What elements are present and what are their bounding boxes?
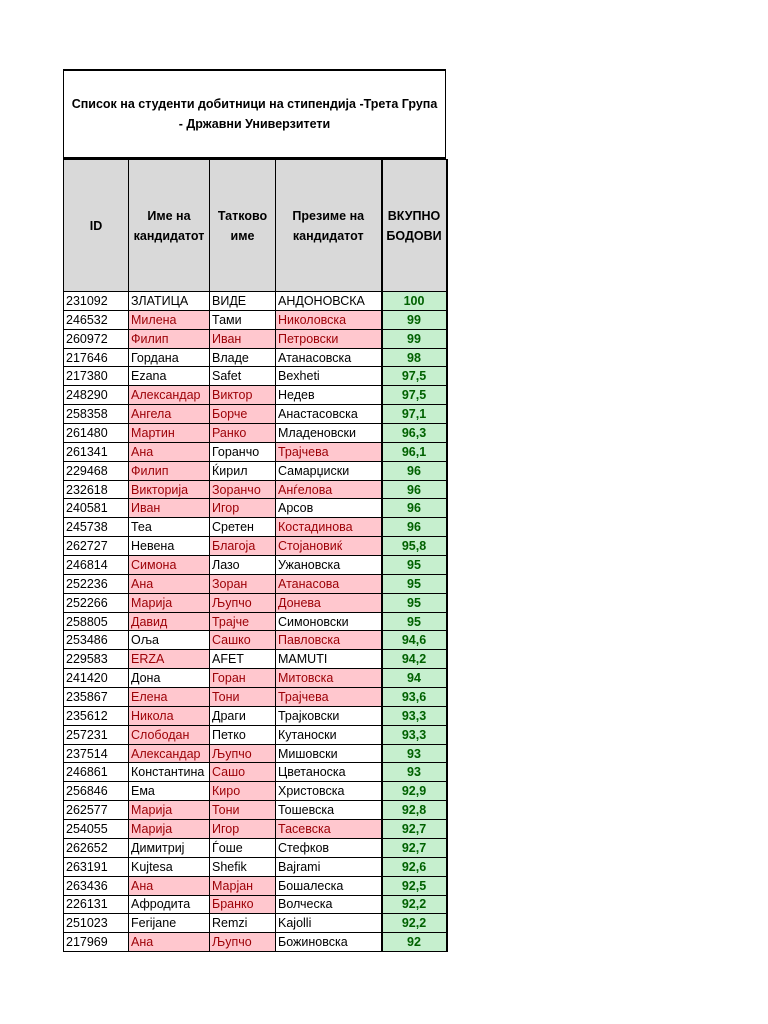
cell-id: 235612 <box>64 706 129 725</box>
cell-total-points: 99 <box>382 310 447 329</box>
cell-surname: Атанасова <box>276 574 382 593</box>
cell-total-points: 100 <box>382 292 447 311</box>
cell-id: 262652 <box>64 838 129 857</box>
cell-total-points: 96,1 <box>382 442 447 461</box>
cell-surname: АНДОНОВСКА <box>276 292 382 311</box>
cell-total-points: 92,7 <box>382 820 447 839</box>
cell-id: 254055 <box>64 820 129 839</box>
cell-father-name: Ранко <box>210 424 276 443</box>
cell-surname: Волческа <box>276 895 382 914</box>
cell-total-points: 93,6 <box>382 688 447 707</box>
table-row <box>64 933 447 952</box>
cell-total-points: 96 <box>382 461 447 480</box>
cell-total-points: 92,9 <box>382 782 447 801</box>
cell-name: Kujtesa <box>129 857 210 876</box>
cell-name: Ferijane <box>129 914 210 933</box>
cell-id: 256846 <box>64 782 129 801</box>
cell-father-name: Зоран <box>210 574 276 593</box>
cell-id: 246861 <box>64 763 129 782</box>
cell-name: Димитриј <box>129 838 210 857</box>
cell-father-name: Горан <box>210 669 276 688</box>
cell-id: 252266 <box>64 593 129 612</box>
cell-father-name: Љупчо <box>210 593 276 612</box>
table-row <box>64 518 447 537</box>
cell-father-name: Борче <box>210 405 276 424</box>
cell-surname: Атанасовска <box>276 348 382 367</box>
cell-name: Афродита <box>129 895 210 914</box>
cell-surname: Bajrami <box>276 857 382 876</box>
table-row <box>64 895 447 914</box>
cell-id: 226131 <box>64 895 129 914</box>
cell-id: 261480 <box>64 424 129 443</box>
header-name: Име на кандидатот <box>129 160 210 292</box>
cell-father-name: Игор <box>210 499 276 518</box>
cell-surname: Самарџиски <box>276 461 382 480</box>
cell-total-points: 97,5 <box>382 367 447 386</box>
cell-name: Давид <box>129 612 210 631</box>
cell-total-points: 96 <box>382 480 447 499</box>
cell-total-points: 95 <box>382 574 447 593</box>
cell-surname: Николовска <box>276 310 382 329</box>
cell-surname: Тасевска <box>276 820 382 839</box>
cell-father-name: Remzi <box>210 914 276 933</box>
cell-total-points: 97,1 <box>382 405 447 424</box>
cell-father-name: Тони <box>210 688 276 707</box>
cell-total-points: 93,3 <box>382 706 447 725</box>
cell-id: 232618 <box>64 480 129 499</box>
cell-name: Елена <box>129 688 210 707</box>
cell-name: Ангела <box>129 405 210 424</box>
cell-id: 253486 <box>64 631 129 650</box>
cell-id: 262577 <box>64 801 129 820</box>
table-row <box>64 820 447 839</box>
cell-father-name: Игор <box>210 820 276 839</box>
cell-id: 262727 <box>64 537 129 556</box>
cell-name: Ана <box>129 442 210 461</box>
cell-name: Гордана <box>129 348 210 367</box>
cell-total-points: 92,7 <box>382 838 447 857</box>
cell-id: 241420 <box>64 669 129 688</box>
cell-name: ERZA <box>129 650 210 669</box>
table-row <box>64 424 447 443</box>
cell-surname: Цветаноска <box>276 763 382 782</box>
table-row <box>64 725 447 744</box>
table-row <box>64 480 447 499</box>
cell-surname: Бошалеска <box>276 876 382 895</box>
cell-father-name: Виктор <box>210 386 276 405</box>
cell-father-name: Сашо <box>210 763 276 782</box>
cell-father-name: Љупчо <box>210 744 276 763</box>
cell-id: 229468 <box>64 461 129 480</box>
cell-surname: Костадинова <box>276 518 382 537</box>
cell-name: Невена <box>129 537 210 556</box>
table-row <box>64 706 447 725</box>
header-total-points: ВКУПНО БОДОВИ <box>382 160 447 292</box>
cell-father-name: Трајче <box>210 612 276 631</box>
cell-name: Филип <box>129 329 210 348</box>
table-row <box>64 537 447 556</box>
cell-name: ЗЛАТИЦА <box>129 292 210 311</box>
table-row <box>64 763 447 782</box>
cell-total-points: 97,5 <box>382 386 447 405</box>
cell-father-name: AFET <box>210 650 276 669</box>
cell-father-name: Киро <box>210 782 276 801</box>
cell-id: 258358 <box>64 405 129 424</box>
cell-name: Милена <box>129 310 210 329</box>
cell-id: 260972 <box>64 329 129 348</box>
table-row <box>64 405 447 424</box>
cell-total-points: 95 <box>382 612 447 631</box>
table-row <box>64 631 447 650</box>
table-row <box>64 782 447 801</box>
cell-father-name: Ѓоше <box>210 838 276 857</box>
students-table <box>63 159 448 952</box>
cell-surname: Ужановска <box>276 556 382 575</box>
table-row <box>64 367 447 386</box>
table-row <box>64 688 447 707</box>
cell-father-name: Лазо <box>210 556 276 575</box>
cell-name: Теа <box>129 518 210 537</box>
cell-name: Ема <box>129 782 210 801</box>
cell-surname: Bexheti <box>276 367 382 386</box>
cell-surname: Недев <box>276 386 382 405</box>
cell-surname: Христовска <box>276 782 382 801</box>
table-row <box>64 292 447 311</box>
cell-name: Константина <box>129 763 210 782</box>
cell-id: 231092 <box>64 292 129 311</box>
cell-surname: Трајковски <box>276 706 382 725</box>
cell-surname: Трајчева <box>276 442 382 461</box>
cell-surname: Трајчева <box>276 688 382 707</box>
cell-total-points: 92,2 <box>382 914 447 933</box>
scholarship-sheet <box>63 69 446 952</box>
table-row <box>64 499 447 518</box>
cell-father-name: Тони <box>210 801 276 820</box>
cell-total-points: 93,3 <box>382 725 447 744</box>
cell-surname: Стефков <box>276 838 382 857</box>
cell-total-points: 92 <box>382 933 447 952</box>
table-row <box>64 310 447 329</box>
table-row <box>64 442 447 461</box>
table-row <box>64 593 447 612</box>
cell-surname: Мишовски <box>276 744 382 763</box>
table-row <box>64 556 447 575</box>
cell-total-points: 99 <box>382 329 447 348</box>
cell-father-name: Бранко <box>210 895 276 914</box>
header-id: ID <box>64 160 129 292</box>
cell-name: Александар <box>129 744 210 763</box>
cell-father-name: Горанчо <box>210 442 276 461</box>
cell-name: Викторија <box>129 480 210 499</box>
cell-id: 237514 <box>64 744 129 763</box>
cell-total-points: 92,2 <box>382 895 447 914</box>
table-row <box>64 650 447 669</box>
cell-name: Ана <box>129 574 210 593</box>
cell-father-name: Владе <box>210 348 276 367</box>
header-row <box>64 160 447 292</box>
cell-father-name: Shefik <box>210 857 276 876</box>
cell-father-name: Зоранчо <box>210 480 276 499</box>
table-row <box>64 669 447 688</box>
cell-surname: Симоновски <box>276 612 382 631</box>
sheet-title: Список на студенти добитници на стипендија -Трета Група - Државни Универзитети <box>63 69 446 159</box>
cell-total-points: 94,6 <box>382 631 447 650</box>
cell-id: 217646 <box>64 348 129 367</box>
table-row <box>64 612 447 631</box>
cell-surname: Митовска <box>276 669 382 688</box>
table-body <box>64 292 447 952</box>
cell-id: 257231 <box>64 725 129 744</box>
cell-total-points: 95,8 <box>382 537 447 556</box>
cell-total-points: 92,5 <box>382 876 447 895</box>
cell-name: Александар <box>129 386 210 405</box>
cell-father-name: Сретен <box>210 518 276 537</box>
cell-father-name: Safet <box>210 367 276 386</box>
cell-surname: Анѓелова <box>276 480 382 499</box>
cell-name: Ана <box>129 933 210 952</box>
cell-total-points: 93 <box>382 744 447 763</box>
cell-total-points: 96 <box>382 499 447 518</box>
cell-father-name: Благоја <box>210 537 276 556</box>
cell-surname: Донева <box>276 593 382 612</box>
cell-surname: Анастасовска <box>276 405 382 424</box>
cell-father-name: Марјан <box>210 876 276 895</box>
cell-name: Дона <box>129 669 210 688</box>
cell-name: Слободан <box>129 725 210 744</box>
header-surname: Презиме на кандидатот <box>276 160 382 292</box>
cell-id: 263436 <box>64 876 129 895</box>
cell-total-points: 92,8 <box>382 801 447 820</box>
cell-id: 258805 <box>64 612 129 631</box>
cell-total-points: 94 <box>382 669 447 688</box>
cell-name: Мартин <box>129 424 210 443</box>
cell-name: Оља <box>129 631 210 650</box>
cell-father-name: ВИДЕ <box>210 292 276 311</box>
cell-name: Марија <box>129 801 210 820</box>
table-row <box>64 744 447 763</box>
cell-father-name: Иван <box>210 329 276 348</box>
table-row <box>64 914 447 933</box>
cell-total-points: 94,2 <box>382 650 447 669</box>
cell-id: 240581 <box>64 499 129 518</box>
table-row <box>64 348 447 367</box>
table-row <box>64 838 447 857</box>
cell-father-name: Љупчо <box>210 933 276 952</box>
cell-id: 248290 <box>64 386 129 405</box>
table-row <box>64 386 447 405</box>
cell-total-points: 95 <box>382 593 447 612</box>
cell-father-name: Ќирил <box>210 461 276 480</box>
cell-father-name: Петко <box>210 725 276 744</box>
cell-total-points: 96 <box>382 518 447 537</box>
cell-id: 252236 <box>64 574 129 593</box>
cell-id: 246532 <box>64 310 129 329</box>
cell-surname: MAMUTI <box>276 650 382 669</box>
cell-name: Ezana <box>129 367 210 386</box>
table-row <box>64 574 447 593</box>
cell-surname: Кутаноски <box>276 725 382 744</box>
cell-father-name: Сашко <box>210 631 276 650</box>
cell-name: Ана <box>129 876 210 895</box>
cell-id: 246814 <box>64 556 129 575</box>
cell-name: Филип <box>129 461 210 480</box>
cell-surname: Kajolli <box>276 914 382 933</box>
cell-surname: Арсов <box>276 499 382 518</box>
cell-id: 263191 <box>64 857 129 876</box>
cell-father-name: Драги <box>210 706 276 725</box>
cell-name: Никола <box>129 706 210 725</box>
cell-father-name: Тами <box>210 310 276 329</box>
cell-id: 245738 <box>64 518 129 537</box>
table-row <box>64 329 447 348</box>
cell-name: Иван <box>129 499 210 518</box>
header-father-name: Татково име <box>210 160 276 292</box>
table-row <box>64 461 447 480</box>
cell-surname: Стојановиќ <box>276 537 382 556</box>
cell-surname: Младеновски <box>276 424 382 443</box>
cell-total-points: 96,3 <box>382 424 447 443</box>
cell-id: 261341 <box>64 442 129 461</box>
cell-name: Симона <box>129 556 210 575</box>
cell-total-points: 95 <box>382 556 447 575</box>
cell-total-points: 93 <box>382 763 447 782</box>
cell-id: 217380 <box>64 367 129 386</box>
cell-surname: Тошевска <box>276 801 382 820</box>
cell-id: 229583 <box>64 650 129 669</box>
cell-name: Марија <box>129 820 210 839</box>
cell-surname: Петровски <box>276 329 382 348</box>
cell-name: Марија <box>129 593 210 612</box>
cell-total-points: 98 <box>382 348 447 367</box>
table-row <box>64 876 447 895</box>
cell-surname: Божиновска <box>276 933 382 952</box>
cell-surname: Павловска <box>276 631 382 650</box>
cell-id: 235867 <box>64 688 129 707</box>
cell-id: 217969 <box>64 933 129 952</box>
table-row <box>64 857 447 876</box>
cell-id: 251023 <box>64 914 129 933</box>
cell-total-points: 92,6 <box>382 857 447 876</box>
table-row <box>64 801 447 820</box>
